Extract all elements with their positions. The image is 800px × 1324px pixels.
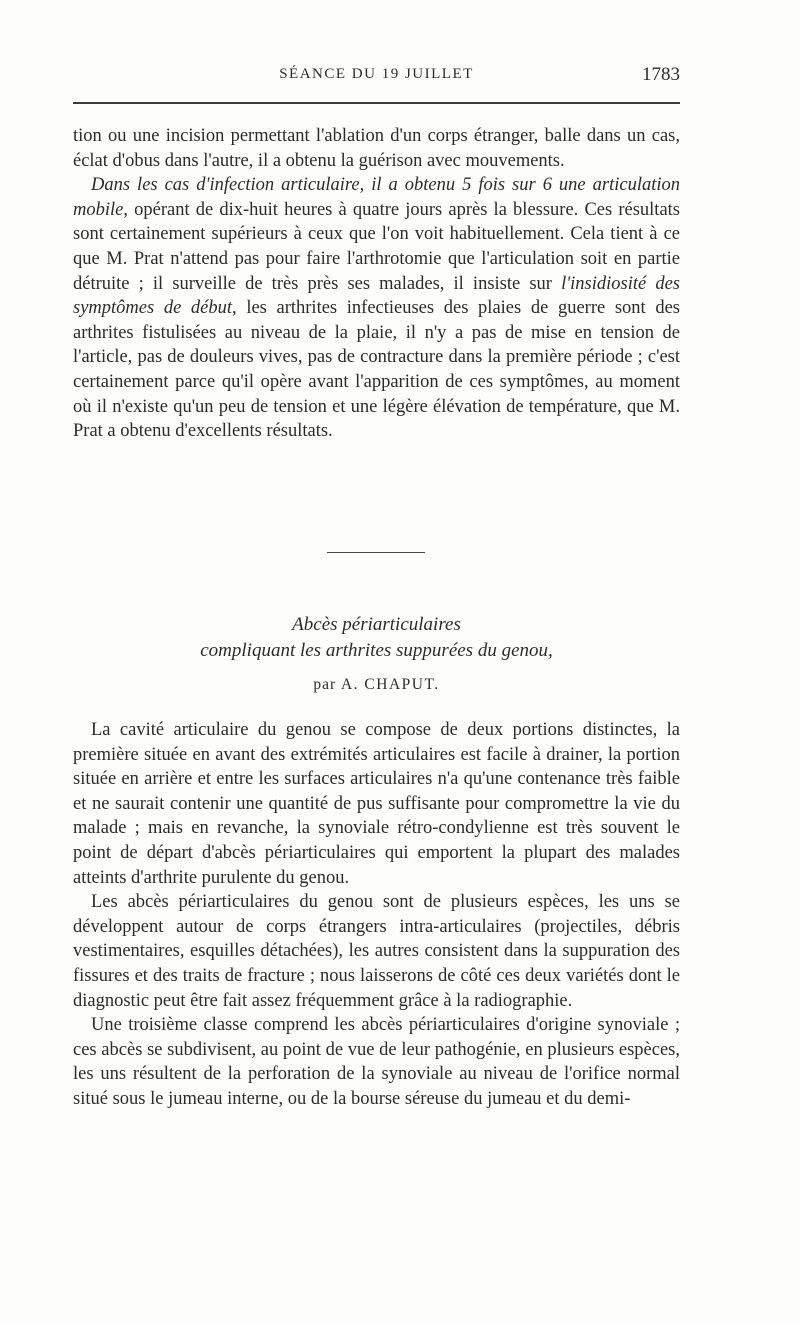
paragraph: La cavité articulaire du genou se compose de deux portions distinctes, la première située en avant des extrémités articulaires est facile à drainer, la portion située en arrière et entre les surfaces articulaires n'a qu'une contenance très faible et ne saurait contenir une quantité de pus suffisante pour compromettre la vie du malade ; mais en revanche, la synoviale rétro-condylienne est très souvent le point de départ d'abcès périarticulaires qui emportent la plupart des malades atteints d'arthrite purulente du genou. xyxy=(73,720,680,888)
paragraph: tion ou une incision permettant l'ablation d'un corps étranger, balle dans un cas, éclat d'obus dans l'autre, il a obtenu la guérison avec mouvements. xyxy=(73,126,680,171)
running-title: SÉANCE DU 19 JUILLET xyxy=(279,66,474,82)
section-separator xyxy=(327,552,425,553)
page-number: 1783 xyxy=(642,64,680,85)
italic-phrase: Dans les cas d'infection articulaire, il a obtenu 5 fois sur 6 une articulation mobile xyxy=(73,175,680,220)
author-name: A. CHAPUT. xyxy=(340,676,440,693)
paragraph xyxy=(73,173,680,444)
paragraph: Les abcès périarticulaires du genou sont de plusieurs espèces, les uns se développent autour de corps étrangers intra-articulaires (projectiles, débris vestimentaires, esquilles détachées), les autres consistent dans la suppuration des fissures et des traits de fracture ; nous laisserons de côté ces deux variétés dont le diagnostic peut être fait assez fréquemment grâce à la radiographie. xyxy=(73,892,680,1011)
article-body xyxy=(73,718,680,1112)
text-run: , opérant de dix-huit heures à quatre jours après la blessure. Ces résultats sont certainement supérieurs à ceux que l'on voit habituellement. Cela tient à ce que M. Prat n'attend pas pour faire l'arthrotomie que l'articulation soit en partie détruite ; il surveille de très près ses malades, il insiste sur xyxy=(73,199,680,294)
running-head xyxy=(73,64,680,88)
byline xyxy=(73,676,680,694)
continued-text-block xyxy=(73,124,680,444)
section-title-line: compliquant les arthrites suppurées du genou, xyxy=(200,640,553,661)
italic-phrase: l'insidiosité des symptômes de début xyxy=(73,273,680,319)
section-title-line: Abcès périarticulaires xyxy=(292,614,461,635)
paragraph: Une troisième classe comprend les abcès périarticulaires d'origine synoviale ; ces abcès se subdivisent, au point de vue de leur pathogénie, en plusieurs espèces, les uns résultent de la perforation de la synoviale au niveau de l'orifice normal situé sous le jumeau interne, ou de la bourse séreuse du jumeau et du demi- xyxy=(73,1015,680,1109)
header-rule xyxy=(73,102,680,104)
section-title xyxy=(73,612,680,664)
byline-prefix: par xyxy=(313,676,337,693)
text-run: , les arthrites infectieuses des plaies de guerre sont des arthrites fistulisées au niveau de la plaie, il n'y a pas de mise en tension de l'article, pas de douleurs vives, pas de contracture dans la première période ; c'est certainement parce qu'il opère avant l'apparition de ces symptômes, au moment où il n'existe qu'un peu de tension et une légère élévation de température, que M. Prat a obtenu d'excellents résultats. xyxy=(73,298,680,442)
